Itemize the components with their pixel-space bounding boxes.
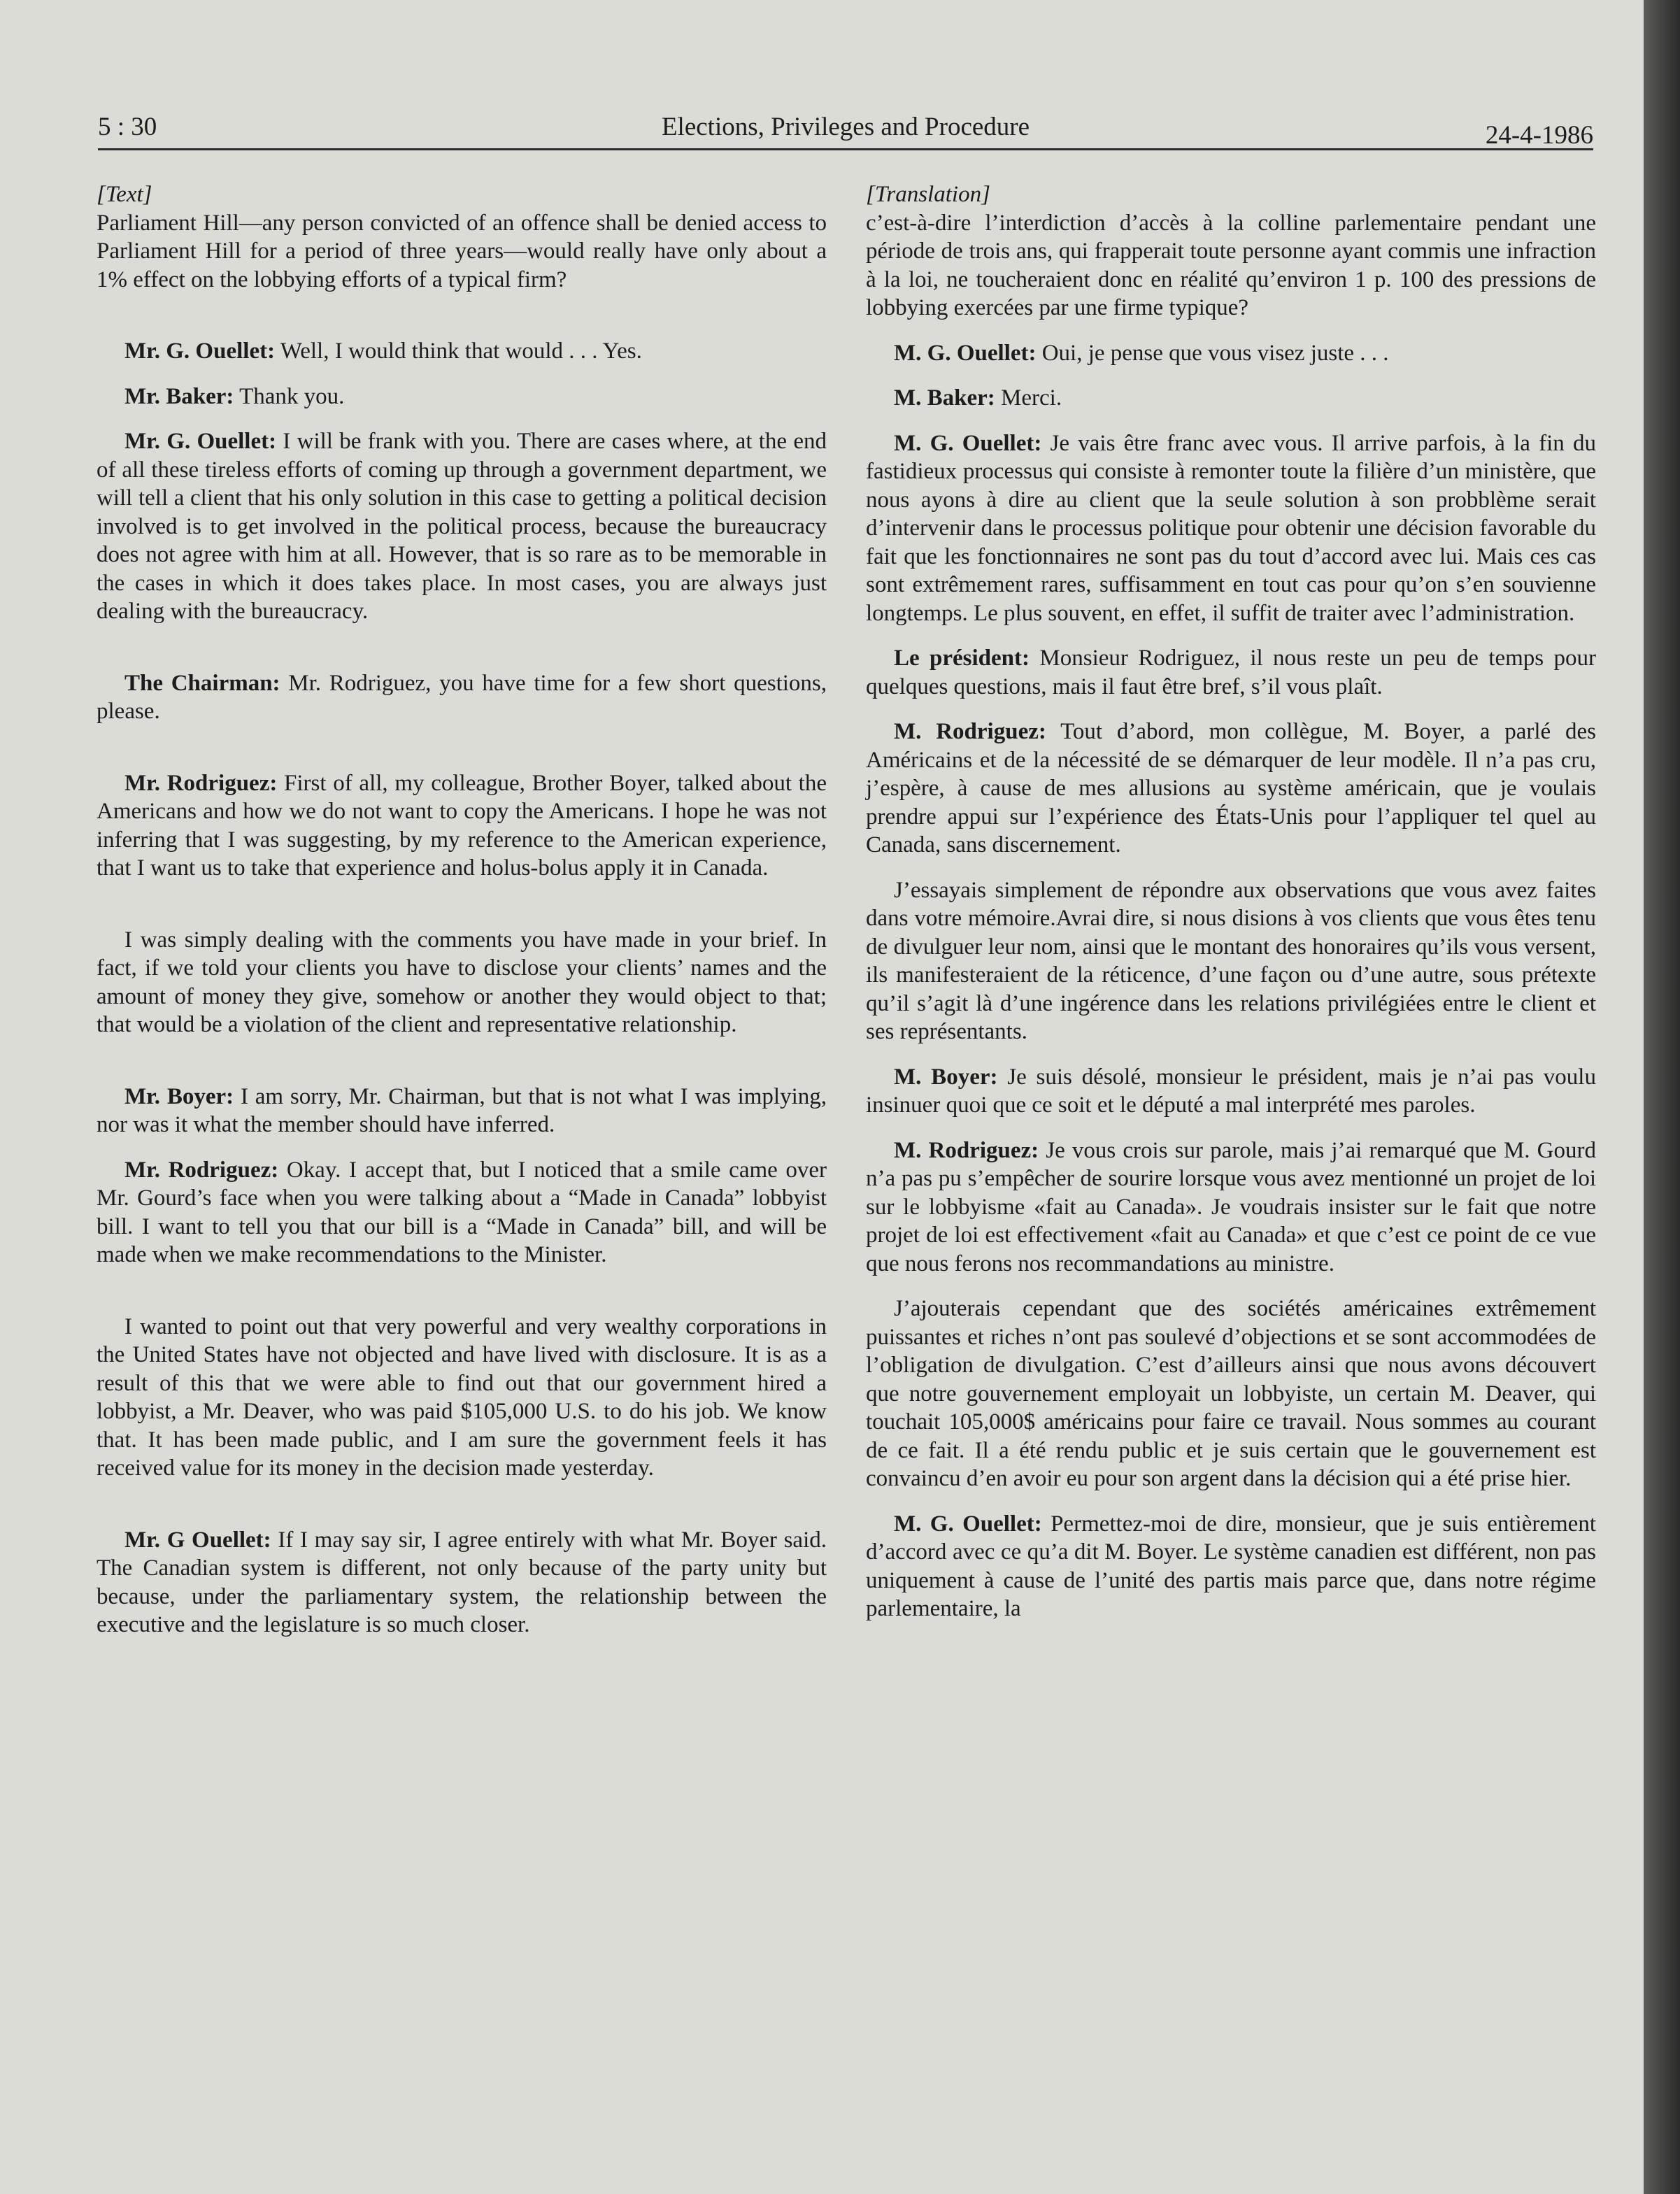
paragraph: Parliament Hill—any person convicted of an offence shall be denied access to Parliament Hill for a period of three years—would really have only about a 1% effect on the lobbying efforts of a typical firm? — [97, 210, 827, 292]
speaker-paragraph — [97, 1156, 827, 1269]
speech-text: First of all, my colleague, Brother Boyer, talked about the Americans and how we do not want to copy the Americans. I hope he was not inferring that I was suggesting, by my reference to the American experience, that I want us to take that experience and holus-bolus apply it in Canada. — [97, 770, 827, 881]
language-tag: [Text] — [97, 182, 152, 207]
speech-text: Je vous crois sur parole, mais j’ai remarqué que M. Gourd n’a pas pu s’empêcher de sourire lorsque vous avez mentionné un projet de loi sur le lobbyisme «fait au Canada». Je voudrais insister sur le fait que notre projet de loi est effectivement «fait au Canada» et que c’est ce point de ce vue que nous ferons nos recommandations au ministre. — [866, 1137, 1596, 1276]
speech-text: Tout d’abord, mon collègue, M. Boyer, a parlé des Américains et de la nécessité de se démarquer de leur modèle. Il n’a pas cru, j’espère, à cause de mes allusions au système américain, que je voulais prendre appui sur l’expérience des États-Unis pour l’appliquer tel quel au Canada, sans discernement. — [866, 719, 1596, 857]
page-header — [98, 108, 1593, 150]
speaker-paragraph — [97, 769, 827, 883]
scan-edge — [1644, 0, 1680, 2194]
speech-text: Oui, je pense que vous visez juste . . . — [1036, 340, 1389, 366]
french-column — [866, 180, 1596, 1640]
speaker-name: Mr. G Ouellet: — [124, 1527, 271, 1553]
speaker-name: Le président: — [894, 646, 1030, 671]
speaker-name: Mr. G. Ouellet: — [124, 429, 277, 454]
language-tag: [Translation] — [866, 182, 990, 207]
speaker-name: Mr. Boyer: — [124, 1083, 234, 1109]
speaker-paragraph — [866, 384, 1596, 413]
speaker-paragraph — [97, 1083, 827, 1139]
speech-text: Permettez-moi de dire, monsieur, que je suis entièrement d’accord avec ce qu’a dit M. Boyer. Le système canadien est différent, non pas uniquement à cause de l’unité des partis mais parce que, dans notre régime parlementaire, la — [866, 1511, 1596, 1621]
speaker-name: M. Rodriguez: — [894, 719, 1046, 744]
speech-text: Well, I would think that would . . . Yes. — [275, 339, 642, 364]
speaker-name: The Chairman: — [124, 670, 280, 696]
page-date: 24-4-1986 — [1485, 121, 1593, 150]
speaker-name: Mr. Rodriguez: — [124, 1157, 279, 1183]
speech-text: I will be frank with you. There are cases where, at the end of all these tireless efforts of coming up through a government department, we will tell a client that his only solution in this case to getting a political decision involved is to get involved in the political process, because the bureaucracy does not agree with him at all. However, that is so rare as to be memorable in the cases in which it does takes place. In most cases, you are always just dealing with the bureaucracy. — [97, 429, 827, 624]
speaker-paragraph — [866, 644, 1596, 701]
speech-text: Je vais être franc avec vous. Il arrive parfois, à la fin du fastidieux processus qui consiste à remonter toute la filière d’un ministère, que nous ayons à dire au client que la seule solution à son probblème serait d’intervenir dans le processus politique pour obtenir une décision favorable du fait que les fonctionnaires ne sont pas du tout d’accord avec lui. Mais ces cas sont extrêmement rares, suffisamment en tout cas pour qu’on s’en souvienne longtemps. Le plus souvent, en effet, il suffit de traiter avec l’administration. — [866, 430, 1596, 626]
speech-text: I am sorry, Mr. Chairman, but that is not what I was implying, nor was it what the member should have inferred. — [97, 1083, 827, 1137]
speaker-paragraph — [866, 429, 1596, 628]
speaker-paragraph — [866, 1137, 1596, 1278]
speaker-name: M. G. Ouellet: — [894, 1511, 1042, 1537]
speaker-paragraph — [97, 1526, 827, 1639]
speaker-name: Mr. G. Ouellet: — [124, 339, 276, 364]
publication-title: Elections, Privileges and Procedure — [661, 113, 1030, 141]
speaker-paragraph — [866, 1510, 1596, 1623]
paragraph: c’est-à-dire l’interdiction d’accès à la colline parlementaire pendant une période de trois ans, qui frapperait toute personne ayant commis une infraction à la loi, ne toucheraient donc en réalité qu’environ 1 p. 100 des pressions de lobbying exercées par une firme typique? — [866, 210, 1596, 320]
paragraph: J’ajouterais cependant que des sociétés américaines extrêmement puissantes et riches n’ont pas soulevé d’objections et se sont accommodées de l’obligation de divulgation. C’est d’ailleurs ainsi que nous avons découvert que notre gouvernement employait un lobbyiste, un certain M. Deaver, qui touchait 105,000$ américains pour faire ce travail. Nous sommes au courant de ce fait. Il a été rendu public et je suis certain que le gouvernement est convaincu d’en avoir eu pour son argent dans la décision qui a été prise hier. — [866, 1296, 1596, 1491]
speaker-paragraph — [97, 337, 827, 366]
speaker-name: M. Boyer: — [894, 1064, 998, 1090]
speaker-paragraph — [97, 427, 827, 626]
speaker-paragraph — [866, 718, 1596, 860]
speech-text: Je suis désolé, monsieur le président, mais je n’ai pas voulu insinuer quoi que ce soit et le député a mal interprété mes paroles. — [866, 1064, 1596, 1118]
speech-text: If I may say sir, I agree entirely with what Mr. Boyer said. The Canadian system is different, not only because of the party unity but because, under the parliamentary system, the relationship between the executive and the legislature is so much closer. — [97, 1527, 827, 1637]
speaker-name: Mr. Baker: — [124, 383, 234, 409]
speaker-paragraph — [866, 339, 1596, 368]
speaker-paragraph — [866, 1063, 1596, 1120]
speaker-name: M. G. Ouellet: — [894, 340, 1037, 366]
paragraph: J’essayais simplement de répondre aux observations que vous avez faites dans votre mémoire.Avrai dire, si nous disions à vos clients que vous êtes tenu de divulguer leur nom, ainsi que le montant des honoraires qu’ils vous versent, ils manifesteraient de la réticence, d’une façon ou d’une autre, sous prétexte qu’il s’agit là d’une ingérence dans les relations privilégiées entre le client et ses représentants. — [866, 877, 1596, 1044]
paragraph: I wanted to point out that very powerful and very wealthy corporations in the United States have not objected and have lived with disclosure. It is as a result of this that we were able to find out that our government hired a lobbyist, a Mr. Deaver, who was paid $105,000 U.S. to do his job. We know that. It has been made public, and I am sure the government feels it has received value for its money in the decision made yesterday. — [97, 1313, 827, 1481]
speaker-paragraph — [97, 383, 827, 411]
paragraph: I was simply dealing with the comments you have made in your brief. In fact, if we told your clients you have to disclose your clients’ names and the amount of money they give, somehow or another they would object to that; that would be a violation of the client and representative relationship. — [97, 927, 827, 1037]
speaker-name: M. Baker: — [894, 385, 995, 411]
speaker-name: Mr. Rodriguez: — [124, 770, 278, 796]
speech-text: Okay. I accept that, but I noticed that a smile came over Mr. Gourd’s face when you were talking about a “Made in Canada” lobbyist bill. I want to tell you that our bill is a “Made in Canada” bill, and will be made when we make recommendations to the Minister. — [97, 1157, 827, 1267]
speech-text: Merci. — [995, 385, 1062, 411]
speech-text: Thank you. — [234, 383, 345, 409]
speech-text: Mr. Rodriguez, you have time for a few short questions, please. — [97, 670, 827, 724]
speaker-name: M. Rodriguez: — [894, 1137, 1039, 1163]
speech-text: Monsieur Rodriguez, il nous reste un peu de temps pour quelques questions, mais il faut être bref, s’il vous plaît. — [866, 646, 1596, 699]
speaker-name: M. G. Ouellet: — [894, 430, 1042, 456]
english-column — [97, 180, 827, 1656]
speaker-paragraph — [97, 669, 827, 726]
page-number: 5 : 30 — [98, 113, 157, 141]
